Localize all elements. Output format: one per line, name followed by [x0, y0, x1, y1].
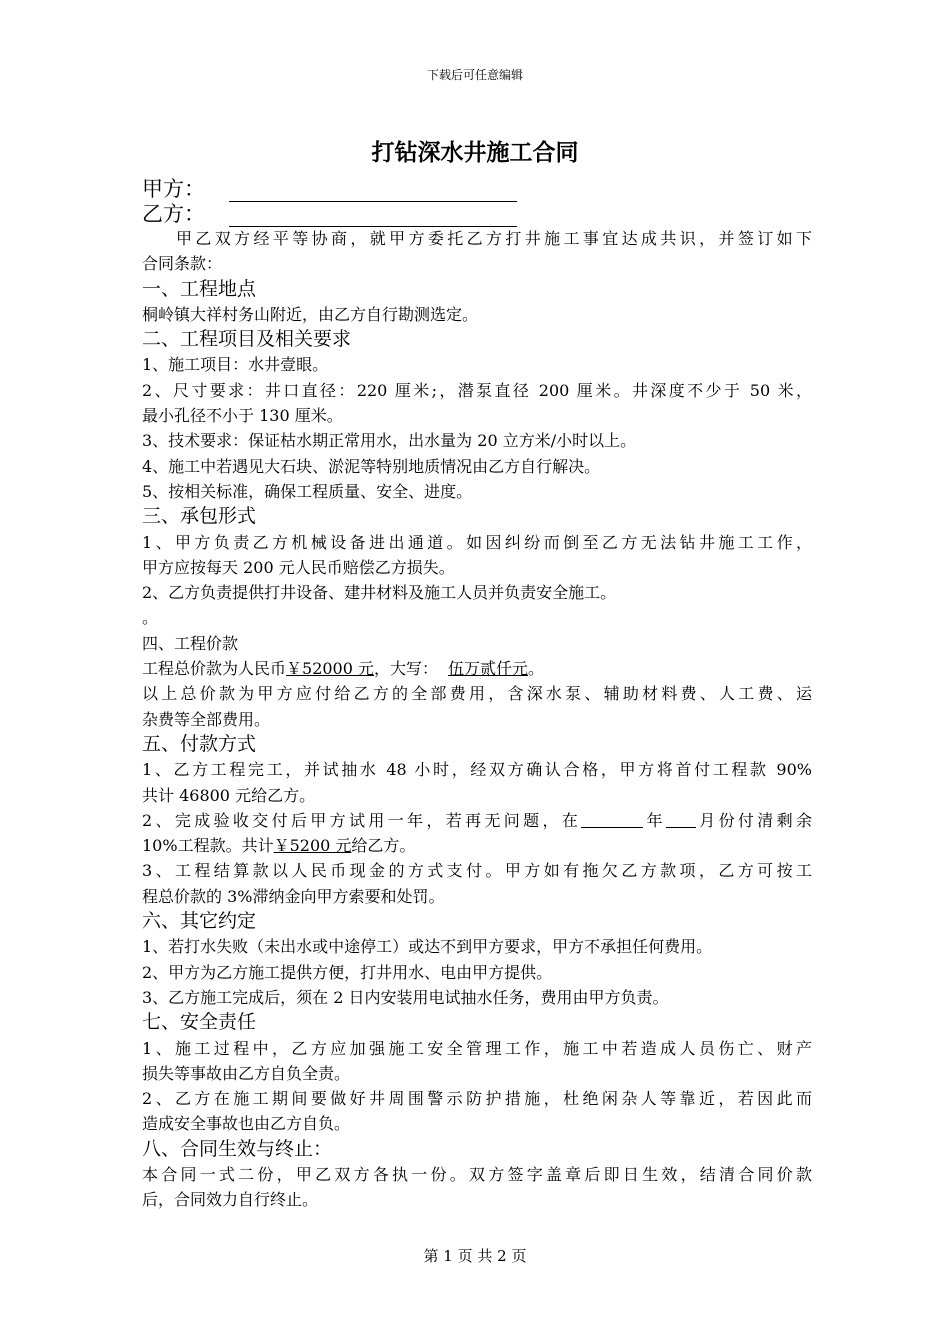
section-text: 2、乙方在施工期间要做好井周围警示防护措施，杜绝闲杂人等靠近，若因此而: [142, 1089, 812, 1109]
party-a-signature-line: [229, 181, 517, 202]
section-heading-other: 六、其它约定: [142, 910, 257, 933]
section-heading-location: 一、工程地点: [142, 277, 257, 300]
section-heading-safety: 七、安全责任: [142, 1011, 257, 1034]
payment-amount-prefix: 10%工程款。共计: [142, 836, 274, 856]
party-a-label: 甲方：: [142, 177, 205, 201]
price-amount: ￥52000 元: [286, 659, 375, 679]
payment-date-text: 2、完成验收交付后甲方试用一年，若再无问题，在: [142, 810, 582, 830]
section-text: 最小孔径不小于 130 厘米。: [142, 406, 343, 426]
year-blank: [581, 809, 643, 828]
section-text: 3、技术要求：保证枯水期正常用水，出水量为 20 立方米/小时以上。: [142, 431, 637, 451]
section-text: 造成安全事故也由乙方自负。: [142, 1114, 351, 1134]
section-heading-contract-form: 三、承包形式: [142, 505, 257, 528]
section-text: 本合同一式二份，甲乙双方各执一份。双方签字盖章后即日生效，结清合同价款: [142, 1164, 812, 1184]
section-text: 1、施工项目：水井壹眼。: [142, 355, 329, 375]
section-text: 2、尺寸要求：井口直径：220 厘米;，潜泵直径 200 厘米。井深度不少于 50 米，: [142, 380, 812, 400]
section-heading-price: 四、工程价款: [142, 633, 239, 653]
section-text: 1、甲方负责乙方机械设备进出通道。如因纠纷而倒至乙方无法钻井施工工作，: [142, 532, 812, 552]
month-blank: [666, 809, 696, 828]
party-b-row: [142, 201, 517, 227]
party-a-row: [142, 176, 517, 202]
price-prefix: 工程总价款为人民币: [142, 659, 287, 679]
section-text: 2、甲方为乙方施工提供方便，打井用水、电由甲方提供。: [142, 962, 553, 982]
page-footer: 第 1 页 共 2 页: [423, 1247, 527, 1265]
section-text: 1、若打水失败（未出水或中途停工）或达不到甲方要求，甲方不承担任何费用。: [142, 937, 713, 957]
payment-date-line: [142, 808, 812, 833]
payment-amount: ￥5200 元: [273, 836, 352, 856]
contract-body: [142, 226, 812, 1213]
price-mid: ，大写：: [374, 659, 439, 679]
section-heading-effect: 八、合同生效与终止：: [142, 1137, 333, 1160]
party-b-label: 乙方：: [142, 202, 205, 226]
intro-paragraph-end: 合同条款：: [142, 254, 223, 274]
section-heading-payment: 五、付款方式: [142, 732, 257, 755]
price-amount-chinese: 伍万贰仟元: [448, 659, 529, 679]
section-text: 3、工程结算款以人民币现金的方式支付。甲方如有拖欠乙方款项，乙方可按工: [142, 861, 812, 881]
section-text: 后，合同效力自行终止。: [142, 1190, 319, 1210]
section-text: 1、乙方工程完工，并试抽水 48 小时，经双方确认合格，甲方将首付工程款 90%: [142, 760, 812, 780]
price-line: [142, 656, 812, 681]
section-text: 。: [142, 608, 159, 628]
section-text: 4、施工中若遇见大石块、淤泥等特别地质情况由乙方自行解决。: [142, 456, 601, 476]
section-text: 1、施工过程中，乙方应加强施工安全管理工作，施工中若造成人员伤亡、财产: [142, 1038, 812, 1058]
section-text: 损失等事故由乙方自负全责。: [142, 1063, 351, 1083]
section-text: 杂费等全部费用。: [142, 709, 271, 729]
year-label: 年: [643, 810, 666, 830]
document-title: 打钻深水井施工合同: [371, 139, 579, 166]
payment-remaining-text: 月份付清剩余: [695, 810, 812, 830]
section-text: 甲方应按每天 200 元人民币赔偿乙方损失。: [142, 557, 455, 577]
section-text: 共计 46800 元给乙方。: [142, 785, 316, 805]
page-header: 下载后可任意编辑: [426, 68, 523, 82]
payment-amount-line: [142, 833, 812, 858]
price-end: 。: [528, 659, 545, 679]
intro-paragraph: 甲乙双方经平等协商，就甲方委托乙方打井施工事宜达成共识，并签订如下: [176, 229, 812, 248]
section-text: 2、乙方负责提供打井设备、建井材料及施工人员并负责安全施工。: [142, 583, 617, 603]
section-text: 3、乙方施工完成后，须在 2 日内安装用电试抽水任务，费用由甲方负责。: [142, 987, 669, 1007]
party-b-signature-line: [229, 206, 517, 227]
payment-amount-suffix: 给乙方。: [351, 836, 416, 856]
section-text: 以上总价款为甲方应付给乙方的全部费用，含深水泵、辅助材料费、人工费、运: [142, 684, 812, 704]
section-text: 程总价款的 3%滞纳金向甲方索要和处罚。: [142, 886, 445, 906]
section-text: 5、按相关标准，确保工程质量、安全、进度。: [142, 481, 473, 501]
section-text: 桐岭镇大祥村务山附近，由乙方自行勘测选定。: [142, 304, 479, 324]
section-heading-project: 二、工程项目及相关要求: [142, 328, 352, 351]
